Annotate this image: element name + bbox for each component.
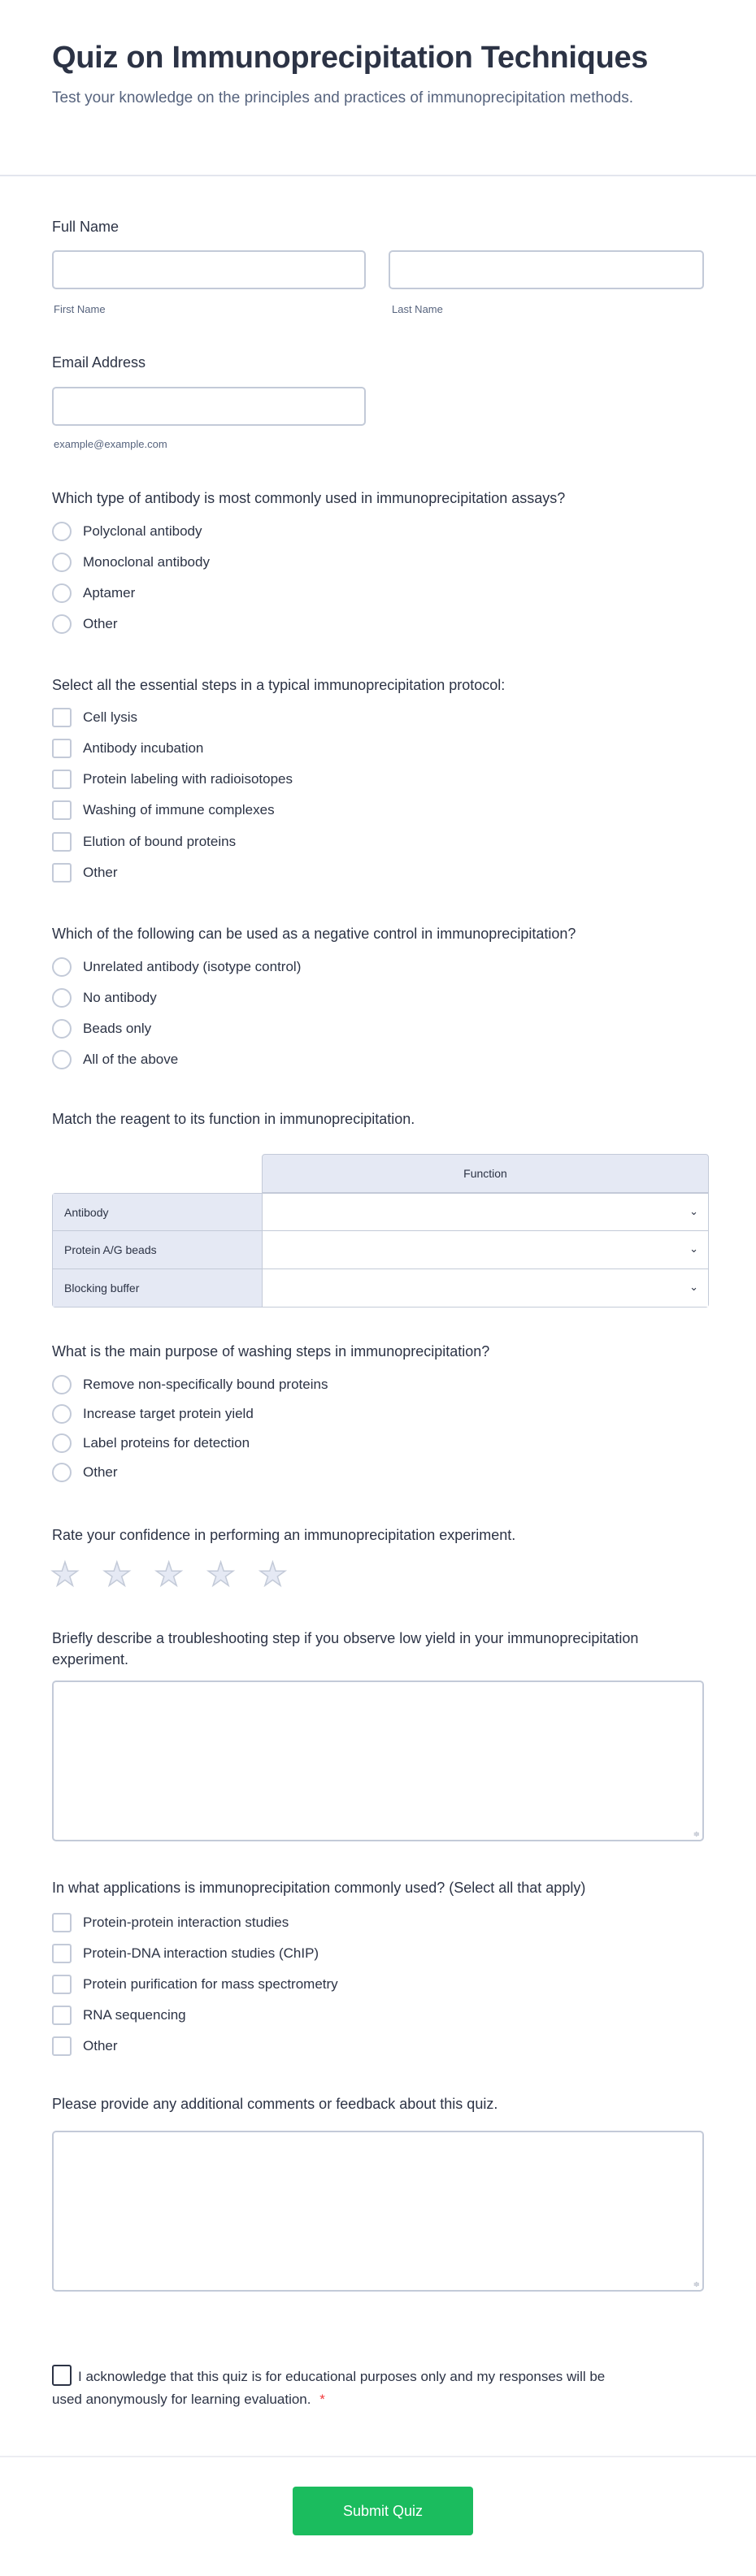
acknowledge-checkbox[interactable]: [52, 2365, 72, 2386]
email-input[interactable]: [52, 387, 366, 426]
checkbox[interactable]: [52, 1975, 72, 1994]
q5-option[interactable]: [52, 1461, 118, 1484]
option-label: Increase target protein yield: [83, 1406, 254, 1421]
q1-option[interactable]: [52, 520, 202, 543]
star-icon[interactable]: ★: [206, 1557, 236, 1593]
option-label: Other: [83, 1464, 118, 1480]
feedback-textarea[interactable]: [52, 2131, 704, 2292]
chevron-down-icon: ⌄: [689, 1242, 698, 1255]
first-name-sublabel: First Name: [54, 303, 106, 315]
q5-option[interactable]: [52, 1432, 250, 1455]
q5-option[interactable]: [52, 1373, 328, 1396]
checkbox[interactable]: [52, 800, 72, 820]
q5-label: What is the main purpose of washing steps in immunoprecipitation?: [52, 1343, 490, 1360]
option-label: All of the above: [83, 1052, 179, 1067]
option-label: Protein purification for mass spectrometry: [83, 1976, 338, 1992]
header-divider: [0, 175, 756, 176]
function-select[interactable]: [263, 1269, 708, 1307]
q1-label: Which type of antibody is most commonly used in immunoprecipitation assays?: [52, 490, 566, 506]
last-name-sublabel: Last Name: [392, 303, 443, 315]
q3-label: Which of the following can be used as a negative control in immunoprecipitation?: [52, 926, 576, 942]
q8-option[interactable]: [52, 1942, 319, 1965]
footer-divider: [0, 2456, 756, 2457]
function-select[interactable]: [263, 1231, 708, 1268]
email-sublabel: example@example.com: [54, 438, 167, 450]
radio-button[interactable]: [52, 1375, 72, 1394]
option-label: Beads only: [83, 1021, 152, 1036]
star-icon[interactable]: ★: [258, 1557, 288, 1593]
checkbox[interactable]: [52, 1944, 72, 1963]
option-label: No antibody: [83, 990, 157, 1005]
function-select[interactable]: [263, 1194, 708, 1230]
radio-button[interactable]: [52, 1019, 72, 1039]
q7-label: Briefly describe a troubleshooting step if you observe low yield in your immunoprecipitation experiment.: [52, 1630, 639, 1667]
first-name-input[interactable]: [52, 250, 366, 289]
row-label: Protein A/G beads: [53, 1231, 263, 1268]
column-header: Function: [262, 1154, 709, 1193]
q4-label: Match the reagent to its function in immunoprecipitation.: [52, 1111, 415, 1127]
q3-option[interactable]: [52, 987, 157, 1009]
radio-button[interactable]: [52, 1404, 72, 1424]
q8-option[interactable]: [52, 1973, 338, 1996]
option-label: Protein-DNA interaction studies (ChIP): [83, 1945, 319, 1961]
table-row: [52, 1193, 709, 1231]
radio-button[interactable]: [52, 988, 72, 1008]
option-label: Other: [83, 865, 118, 880]
resize-handle-icon[interactable]: ≑: [693, 1830, 700, 1839]
option-label: Other: [83, 616, 118, 631]
q1-option[interactable]: [52, 582, 135, 605]
star-icon[interactable]: ★: [154, 1557, 184, 1593]
last-name-input[interactable]: [389, 250, 704, 289]
star-icon[interactable]: ★: [102, 1557, 132, 1593]
star-icon[interactable]: ★: [50, 1557, 80, 1593]
page-subtitle: Test your knowledge on the principles and practices of immunoprecipitation methods.: [52, 89, 633, 106]
row-label: Antibody: [53, 1194, 263, 1230]
star-rating: [50, 1559, 310, 1591]
radio-button[interactable]: [52, 1463, 72, 1482]
resize-handle-icon[interactable]: ≑: [693, 2280, 700, 2289]
q3-option[interactable]: [52, 1048, 178, 1071]
q8-label: In what applications is immunoprecipitation commonly used? (Select all that apply): [52, 1880, 586, 1896]
option-label: Monoclonal antibody: [83, 554, 210, 570]
q2-option[interactable]: [52, 768, 293, 791]
required-mark: *: [319, 2392, 325, 2407]
radio-button[interactable]: [52, 957, 72, 977]
radio-button[interactable]: [52, 1050, 72, 1069]
option-label: Protein labeling with radioisotopes: [83, 771, 293, 787]
radio-button[interactable]: [52, 583, 72, 603]
checkbox[interactable]: [52, 2036, 72, 2056]
radio-button[interactable]: [52, 522, 72, 541]
option-label: Washing of immune complexes: [83, 802, 275, 817]
option-label: Unrelated antibody (isotype control): [83, 959, 302, 974]
q2-option[interactable]: [52, 799, 275, 822]
option-label: Remove non-specifically bound proteins: [83, 1377, 328, 1392]
checkbox[interactable]: [52, 770, 72, 789]
checkbox[interactable]: [52, 2006, 72, 2025]
q9-label: Please provide any additional comments or feedback about this quiz.: [52, 2096, 498, 2112]
q8-option[interactable]: [52, 2035, 118, 2058]
full-name-label: Full Name: [52, 219, 119, 235]
q2-option[interactable]: [52, 861, 118, 884]
option-label: Polyclonal antibody: [83, 523, 202, 539]
q8-option[interactable]: [52, 2004, 186, 2027]
option-label: Aptamer: [83, 585, 136, 601]
chevron-down-icon: ⌄: [689, 1281, 698, 1293]
checkbox[interactable]: [52, 832, 72, 852]
q1-option[interactable]: [52, 613, 118, 635]
q6-label: Rate your confidence in performing an immunoprecipitation experiment.: [52, 1527, 516, 1543]
q2-option[interactable]: [52, 737, 203, 760]
option-label: Elution of bound proteins: [83, 834, 237, 849]
q2-option[interactable]: [52, 830, 236, 853]
page-title: Quiz on Immunoprecipitation Techniques: [52, 41, 649, 75]
q2-option[interactable]: [52, 706, 137, 729]
option-label: Protein-protein interaction studies: [83, 1915, 289, 1930]
checkbox[interactable]: [52, 708, 72, 727]
radio-button[interactable]: [52, 614, 72, 634]
option-label: Cell lysis: [83, 709, 138, 725]
q8-option[interactable]: [52, 1911, 289, 1934]
row-label: Blocking buffer: [53, 1269, 263, 1307]
troubleshooting-textarea[interactable]: [52, 1680, 704, 1841]
table-row: [52, 1269, 709, 1308]
q2-label: Select all the essential steps in a typical immunoprecipitation protocol:: [52, 677, 506, 693]
checkbox[interactable]: [52, 739, 72, 758]
checkbox[interactable]: [52, 863, 72, 883]
option-label: Label proteins for detection: [83, 1435, 250, 1451]
submit-button[interactable]: Submit Quiz: [293, 2487, 473, 2535]
option-label: Antibody incubation: [83, 740, 204, 756]
checkbox[interactable]: [52, 1913, 72, 1932]
table-row: [52, 1231, 709, 1269]
q3-option[interactable]: [52, 1017, 151, 1040]
radio-button[interactable]: [52, 553, 72, 572]
q1-option[interactable]: [52, 551, 210, 574]
radio-button[interactable]: [52, 1433, 72, 1453]
chevron-down-icon: ⌄: [689, 1205, 698, 1217]
acknowledge-field: [52, 2365, 621, 2411]
email-label: Email Address: [52, 354, 146, 371]
matching-table: [52, 1154, 709, 1308]
acknowledge-label: I acknowledge that this quiz is for educational purposes only and my responses will be used anonymously for learning evaluation.: [52, 2369, 606, 2407]
option-label: Other: [83, 2038, 118, 2053]
q3-option[interactable]: [52, 956, 301, 978]
option-label: RNA sequencing: [83, 2007, 186, 2023]
q5-option[interactable]: [52, 1403, 254, 1425]
